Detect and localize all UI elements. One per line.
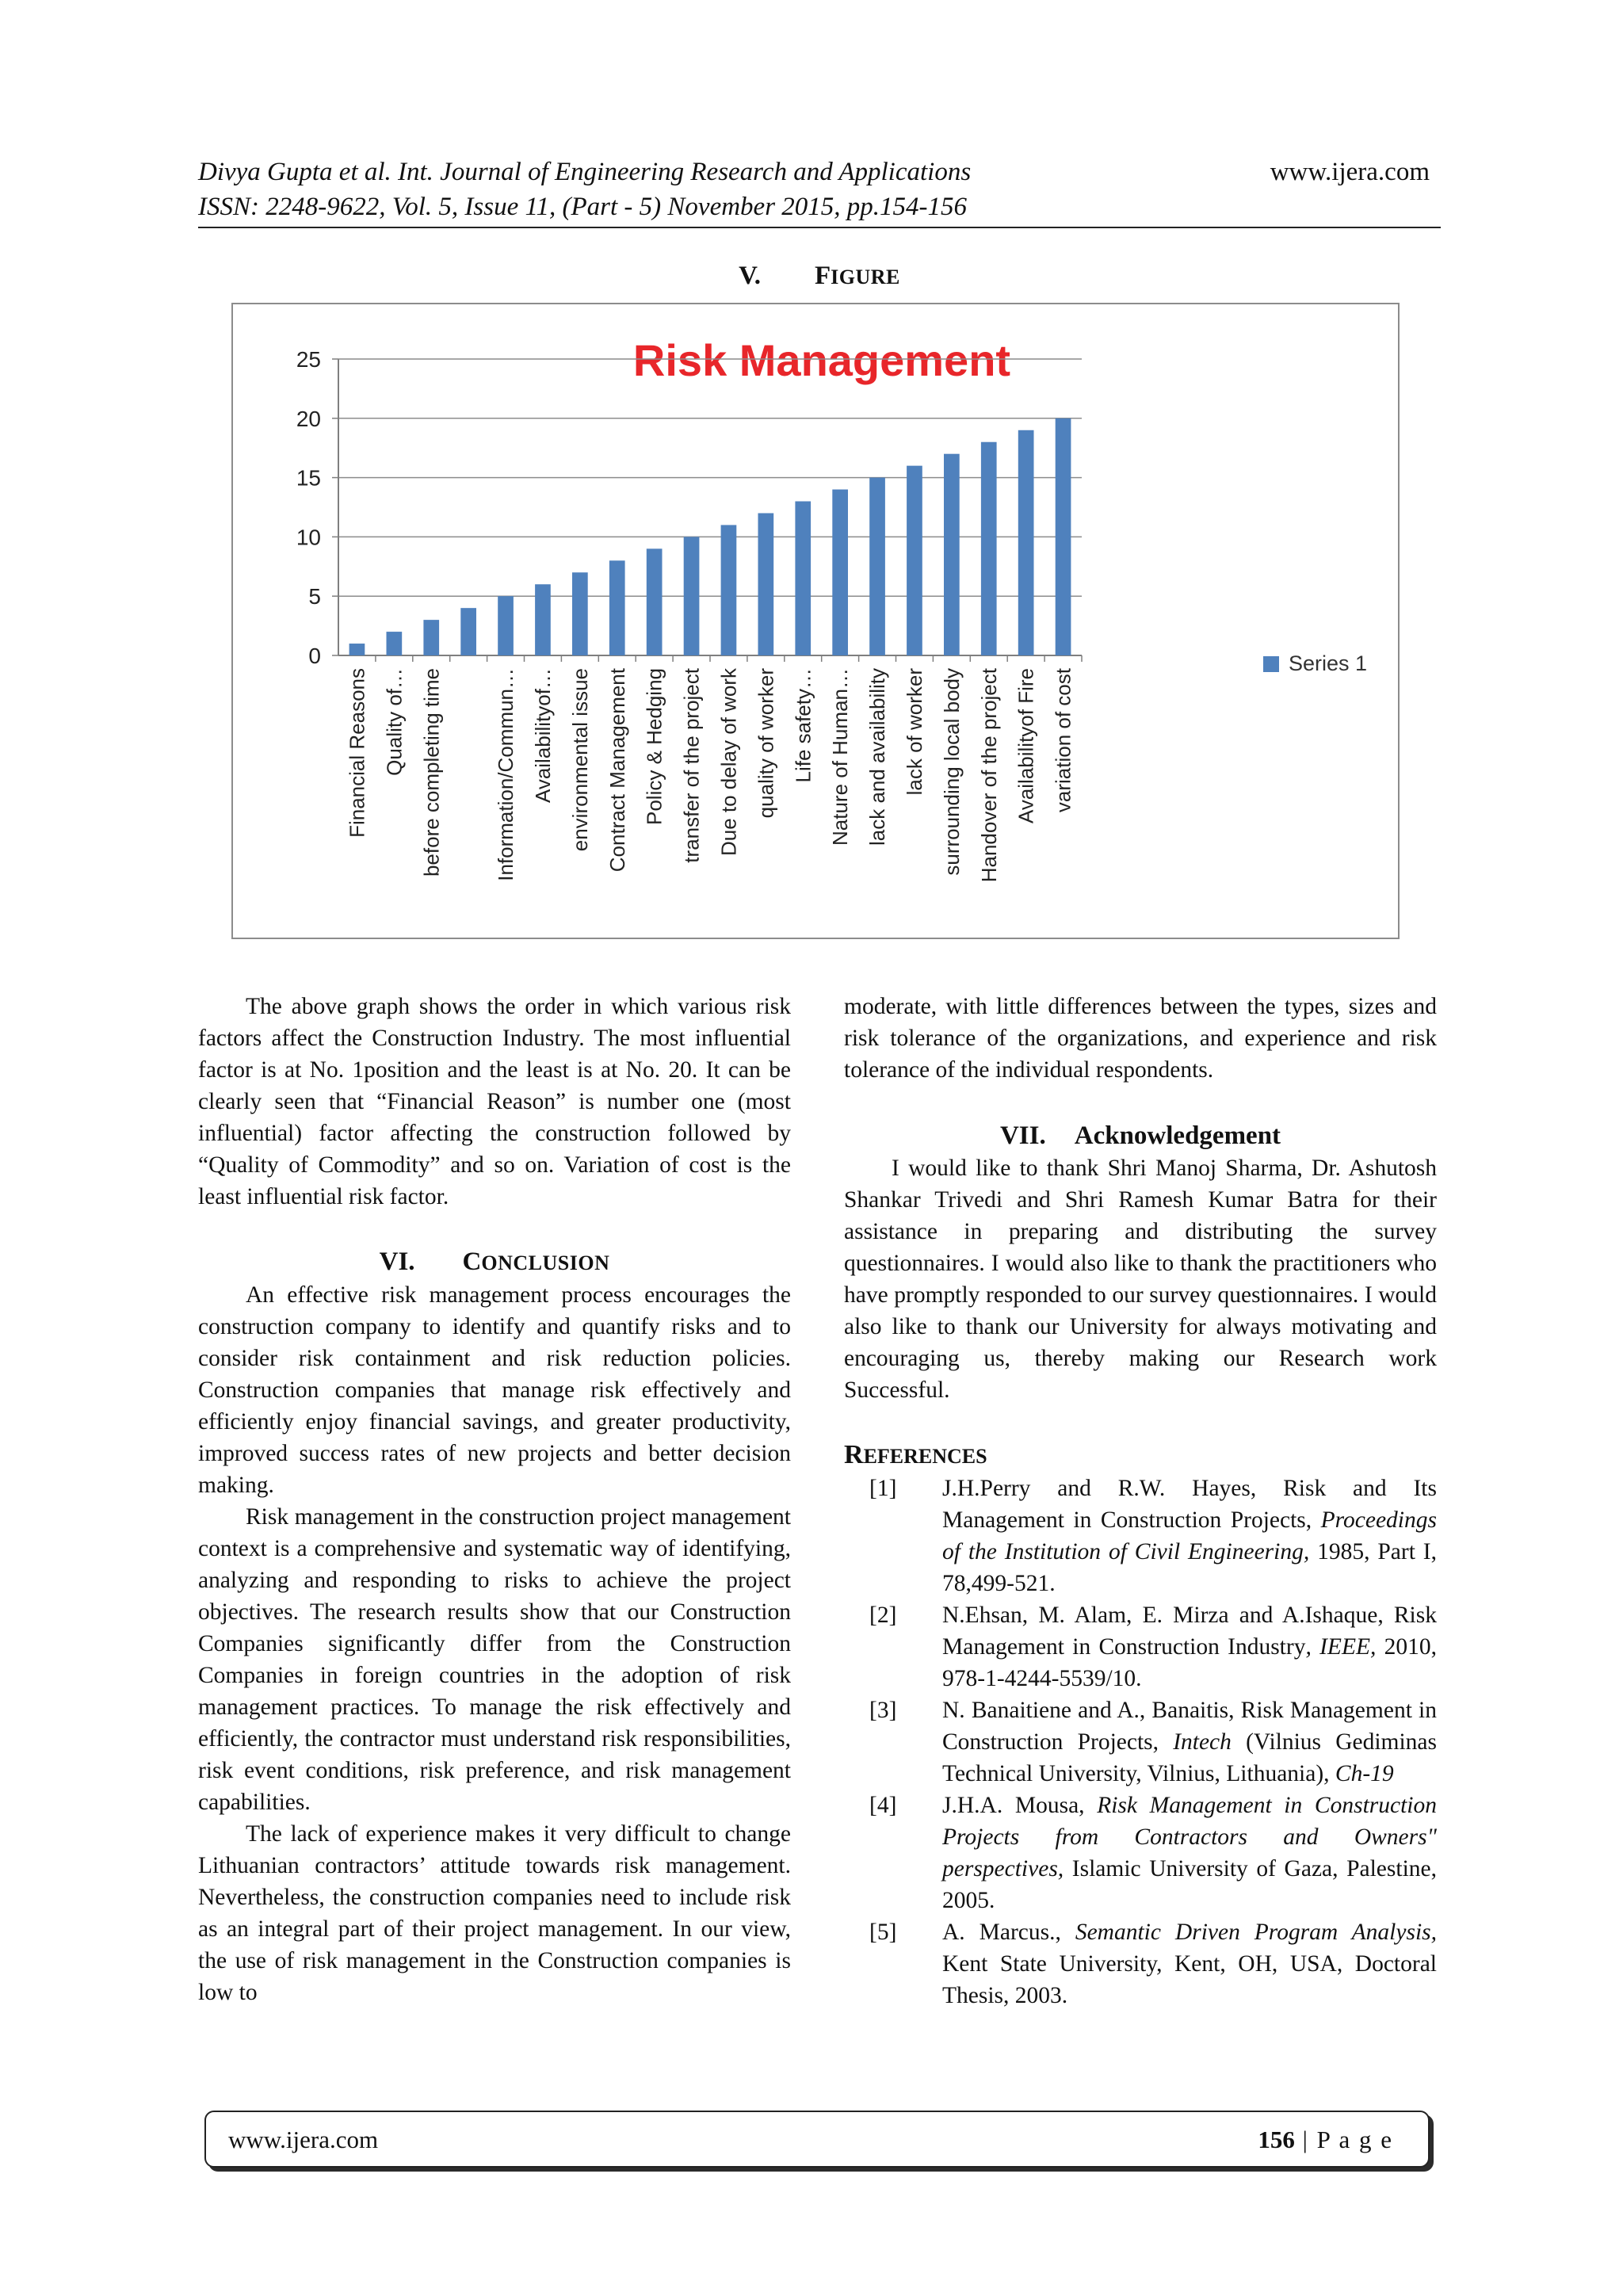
bar: [460, 608, 476, 655]
y-tick-label: 15: [296, 465, 321, 491]
x-tick-label: Availabilityof Fire: [1014, 668, 1038, 824]
x-tick-label: variation of cost: [1051, 668, 1075, 813]
reference-text: J.H.Perry and R.W. Hayes, Risk and Its Management in Construction Projects,: [942, 1476, 1437, 1533]
section-title-rest: ONCLUSION: [481, 1251, 610, 1274]
journal-website[interactable]: www.ijera.com: [1270, 158, 1430, 186]
section-heading-figure: [198, 262, 1441, 291]
x-tick-label: lack of worker: [902, 668, 926, 796]
page-number-value: 156: [1258, 2126, 1295, 2153]
reference-number: [3]: [869, 1698, 897, 1723]
reference-source: , IEEE,: [1305, 1634, 1377, 1660]
x-tick-label: before completing time: [419, 668, 444, 877]
reference-text-tail: Kent State University, Kent, OH, USA, Doctoral Thesis, 2003.: [942, 1951, 1437, 2008]
bar: [795, 502, 811, 655]
reference-number: [1]: [869, 1476, 897, 1501]
chart-canvas: [233, 304, 1398, 938]
reference-text: N. Banaitiene and A., Banaitis, Risk Management in Construction Projects,: [942, 1698, 1437, 1755]
x-tick-label: Handover of the project: [976, 668, 1001, 883]
section-number: V.: [739, 262, 761, 290]
reference-item: [844, 1790, 1437, 1916]
footer-website[interactable]: www.ijera.com: [228, 2126, 379, 2153]
reference-number: [2]: [869, 1603, 897, 1628]
section-heading-acknowledgement: [844, 1119, 1437, 1152]
section-title-initial: F: [814, 262, 831, 290]
bar: [423, 620, 439, 655]
y-tick-label: 20: [296, 406, 321, 431]
reference-text-tail: (Vilnius Gediminas Technical University, Vilnius, Lithuania),: [942, 1729, 1437, 1786]
x-tick-label: quality of worker: [754, 668, 778, 819]
page-number: [1258, 2123, 1393, 2157]
reference-text-tail: Islamic University of Gaza, Palestine, 2005.: [942, 1856, 1437, 1913]
bar: [572, 572, 588, 655]
reference-source: Proceedings of the Institution of Civil Engineering,: [942, 1507, 1437, 1564]
x-tick-label: Contract Management: [605, 668, 629, 873]
paragraph-conclusion-2: Risk management in the construction project management context is a comprehensive and systematic way of identifying, analyzing and responding to risks to achieve the project objectives. The research results show that our Construction Companies significantly differ from the Construction Companies in foreign countries in the adoption of risk management practices. To manage the risk effectively and efficiently, the contractor must understand risk responsibilities, risk event conditions, risk preference, and risk management capabilities.: [198, 1504, 791, 1815]
bar: [832, 490, 848, 655]
x-tick-label: Nature of Human…: [828, 668, 853, 846]
reference-number: [5]: [869, 1920, 897, 1945]
bar: [349, 644, 365, 655]
legend: [1263, 651, 1367, 675]
section-title-rest: IGURE: [831, 266, 900, 288]
x-tick-label: Quality of…: [382, 668, 407, 776]
paragraph-conclusion-1: An effective risk management process encourages the construction company to identify and quantify risks and to consider risk containment and risk reduction policies. Construction companies that manage risk effectively and efficiently enjoy financial savings, and greater productivity, improved success rates of new projects and better decision making.: [198, 1282, 791, 1498]
x-axis-labels: [345, 655, 1082, 882]
reference-source: Semantic Driven Program Analysis,: [1075, 1920, 1437, 1945]
section-title: Acknowledgement: [1074, 1121, 1281, 1150]
section-heading-conclusion: [198, 1246, 791, 1279]
paragraph-graph-explanation: The above graph shows the order in which various risk factors affect the Construction Industry. The most influential factor is at No. 1position and the least is at No. 20. It can be clearly seen that “Financial Reason” is number one (most influential) factor affecting the construction followed by “Quality of Commodity” and so on. Variation of cost is the least influential risk factor.: [198, 994, 791, 1209]
page-footer: [204, 2111, 1430, 2168]
y-tick-label: 10: [296, 525, 321, 550]
bar: [944, 454, 960, 655]
reference-item: [844, 1694, 1437, 1790]
reference-source: Risk Management in Construction Projects from Contractors and Owners" perspectives,: [942, 1793, 1437, 1881]
y-tick-label: 5: [308, 584, 321, 609]
references-heading-initial: R: [844, 1440, 864, 1469]
page-label: P a g e: [1316, 2126, 1393, 2153]
reference-text: A. Marcus.,: [942, 1920, 1075, 1945]
reference-number: [4]: [869, 1793, 897, 1818]
right-column: [844, 991, 1437, 2011]
journal-citation-line: Divya Gupta et al. Int. Journal of Engineering Research and Applications: [198, 158, 972, 186]
paragraph-continuation: moderate, with little differences between the types, sizes and risk tolerance of the organizations, and experience and risk tolerance of the individual respondents.: [844, 994, 1437, 1083]
reference-text-tail: 2010, 978-1-4244-5539/10.: [942, 1634, 1438, 1691]
bar: [684, 537, 700, 655]
section-title-initial: C: [462, 1247, 482, 1276]
issn-line: ISSN: 2248-9622, Vol. 5, Issue 11, (Part - 5) November 2015, pp.154-156: [198, 193, 968, 221]
x-tick-label: Financial Reasons: [345, 668, 369, 838]
bar: [609, 560, 625, 655]
x-tick-label: surrounding local body: [939, 668, 964, 876]
bar: [721, 525, 737, 655]
gridlines: [332, 359, 1082, 655]
x-tick-label: Life safety…: [791, 668, 815, 783]
references-heading-rest: EFERENCES: [863, 1445, 987, 1468]
y-axis-ticks: [296, 347, 321, 668]
bar: [758, 513, 774, 655]
section-number: VII.: [999, 1121, 1046, 1150]
bar: [869, 478, 885, 655]
paragraph-conclusion-3: The lack of experience makes it very difficult to change Lithuanian contractors’ attitude towards risk management. Nevertheless, the construction companies need to include risk as an integral part of their project management. In our view, the use of risk management in the Construction companies is low to: [198, 1821, 791, 2005]
bar: [535, 584, 551, 655]
reference-text-tail: 1985, Part I, 78,499-521.: [942, 1539, 1437, 1596]
x-tick-label: Policy & Hedging: [642, 668, 666, 825]
chart-title: Risk Management: [632, 335, 1011, 385]
page-separator: |: [1294, 2126, 1317, 2153]
bar: [1056, 418, 1071, 655]
reference-list: [844, 1473, 1437, 2011]
legend-swatch: [1263, 656, 1279, 672]
reference-item: [844, 1473, 1437, 1599]
bar: [907, 466, 922, 655]
legend-label-series-1: Series 1: [1289, 651, 1368, 675]
running-header: [198, 155, 1441, 228]
paragraph-acknowledgement: I would like to thank Shri Manoj Sharma, Dr. Ashutosh Shankar Trivedi and Shri Ramesh Kumar Batra for their assistance in preparing and distributing the survey questionnaires. I would also like to thank the practitioners who have promptly responded to our survey questionnaires. I would also like to thank our University for always motivating and encouraging us, thereby making our Research work Successful.: [844, 1156, 1437, 1403]
reference-text: N.Ehsan, M. Alam, E. Mirza and A.Ishaque, Risk Management in Construction Industry: [942, 1603, 1437, 1660]
reference-source: Intech: [1173, 1729, 1232, 1755]
bar: [981, 442, 997, 655]
section-number: VI.: [379, 1247, 415, 1276]
reference-chapter: Ch-19: [1335, 1761, 1394, 1786]
left-column: [198, 991, 791, 2008]
x-tick-label: Availabilityof…: [530, 668, 555, 804]
x-tick-label: Due to delay of work: [716, 668, 741, 857]
bar: [387, 632, 403, 655]
reference-text: J.H.A. Mousa,: [942, 1793, 1098, 1818]
bar: [1018, 430, 1034, 655]
bar: [498, 596, 514, 655]
risk-management-chart: [231, 303, 1400, 939]
x-tick-label: lack and availability: [865, 668, 890, 846]
x-tick-label: transfer of the project: [679, 668, 704, 863]
x-tick-label: environmental issue: [567, 668, 592, 852]
bar: [647, 548, 663, 655]
references-heading: [844, 1439, 1437, 1473]
reference-item: [844, 1599, 1437, 1694]
x-tick-label: Information/Commun…: [494, 668, 518, 881]
y-tick-label: 25: [296, 347, 321, 372]
reference-item: [844, 1916, 1437, 2011]
y-tick-label: 0: [308, 644, 321, 668]
